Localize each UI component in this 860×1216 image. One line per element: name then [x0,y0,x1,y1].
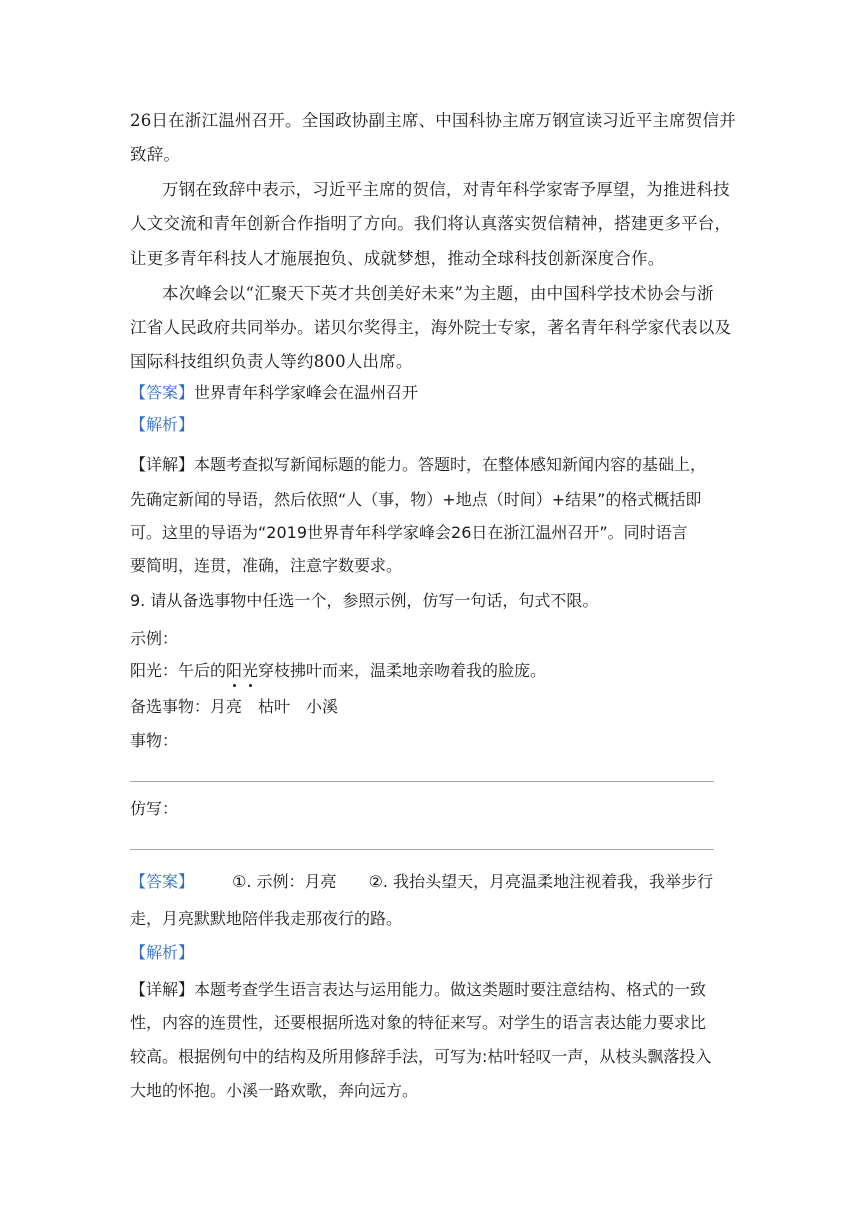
q8-analysis-tag-line [130,415,194,435]
emphasis-char-2: 光 [242,661,259,680]
q8-detail-line-1 [130,455,706,475]
answer-text: 世界青年科学家峰会在温州召开 [194,383,419,402]
answer-tag: 【答案】 [130,383,195,402]
emphasis-char-1: 阳 [226,661,243,680]
q9-answer-line-1 [130,872,713,892]
q9-options [130,697,338,717]
q9-analysis-tag-line [130,943,194,963]
news-paragraph-3-line-3: 国际科技组织负责人等约800人出席。 [130,352,413,371]
q9-imitate-label: 仿写： [130,799,179,818]
q9-example-sentence [130,661,546,681]
answer-tag: 【答案】 [130,872,195,891]
detail-tag: 【详解】 [130,455,195,474]
q9-detail-line-2: 性，内容的连贯性，还要根据所选对象的特征来写。对学生的语言表达能力要求比 [130,1013,707,1032]
q9-detail-line-3: 较高。根据例句中的结构及所用修辞手法，可写为:枯叶轻叹一声，从枝头飘落投入 [130,1047,712,1066]
q8-answer-line [130,383,418,403]
q9-detail-line-4: 大地的怀抱。小溪一路欢歌，奔向远方。 [130,1081,419,1100]
answer-blank-line-1[interactable] [130,781,714,782]
q8-detail-line-2: 先确定新闻的导语，然后依照“人（事，物）+地点（时间）+结果”的格式概括即 [130,490,702,509]
news-paragraph-1-line-2: 致辞。 [130,145,181,164]
q8-detail-line-3: 可。这里的导语为“2019世界青年科学家峰会26日在浙江温州召开”。同时语言 [130,523,688,542]
example-prefix: 阳光：午后的 [130,661,227,680]
detail-text: 本题考查学生语言表达与运用能力。做这类题时要注意结构、格式的一致 [194,980,707,999]
news-paragraph-2-line-1: 万钢在致辞中表示，习近平主席的贺信，对青年科学家寄予厚望，为推进科技 [162,180,730,199]
news-paragraph-1-line-1: 26日在浙江温州召开。全国政协副主席、中国科协主席万钢宣读习近平主席贺信并 [130,111,736,130]
example-suffix: 穿枝拂叶而来，温柔地亲吻着我的脸庞。 [258,661,547,680]
detail-text: 本题考查拟写新闻标题的能力。答题时，在整体感知新闻内容的基础上， [194,455,707,474]
answer-part-1: ①. 示例：月亮 [232,872,337,891]
news-paragraph-2-line-3: 让更多青年科技人才施展抱负、成就梦想，推动全球科技创新深度合作。 [130,249,665,268]
news-paragraph-3-line-2: 江省人民政府共同举办。诺贝尔奖得主，海外院士专家，著名青年科学家代表以及 [130,318,732,337]
news-paragraph-2-line-2: 人文交流和青年创新合作指明了方向。我们将认真落实贺信精神，搭建更多平台， [130,214,732,233]
option-moon: 月亮 [210,697,243,716]
answer-part-2: ②. 我抬头望天，月亮温柔地注视着我，我举步行 [368,872,714,891]
option-stream: 小溪 [306,697,339,716]
news-paragraph-3-line-1: 本次峰会以“汇聚天下英才共创美好未来”为主题，由中国科学技术协会与浙 [162,284,714,303]
q9-thing-label: 事物： [130,731,179,750]
answer-blank-line-2[interactable] [130,849,714,850]
analysis-tag: 【解析】 [130,943,195,962]
q9-example-label: 示例： [130,629,179,648]
options-label: 备选事物： [130,697,211,716]
option-leaf: 枯叶 [258,697,291,716]
analysis-tag: 【解析】 [130,415,195,434]
q9-detail-line-1 [130,980,706,1000]
detail-tag: 【详解】 [130,980,195,999]
q8-detail-line-4: 要简明，连贯，准确，注意字数要求。 [130,556,403,575]
q9-answer-line-2: 走，月亮默默地陪伴我走那夜行的路。 [130,909,403,928]
q9-question: 9. 请从备选事物中任选一个，参照示例，仿写一句话，句式不限。 [130,591,599,610]
